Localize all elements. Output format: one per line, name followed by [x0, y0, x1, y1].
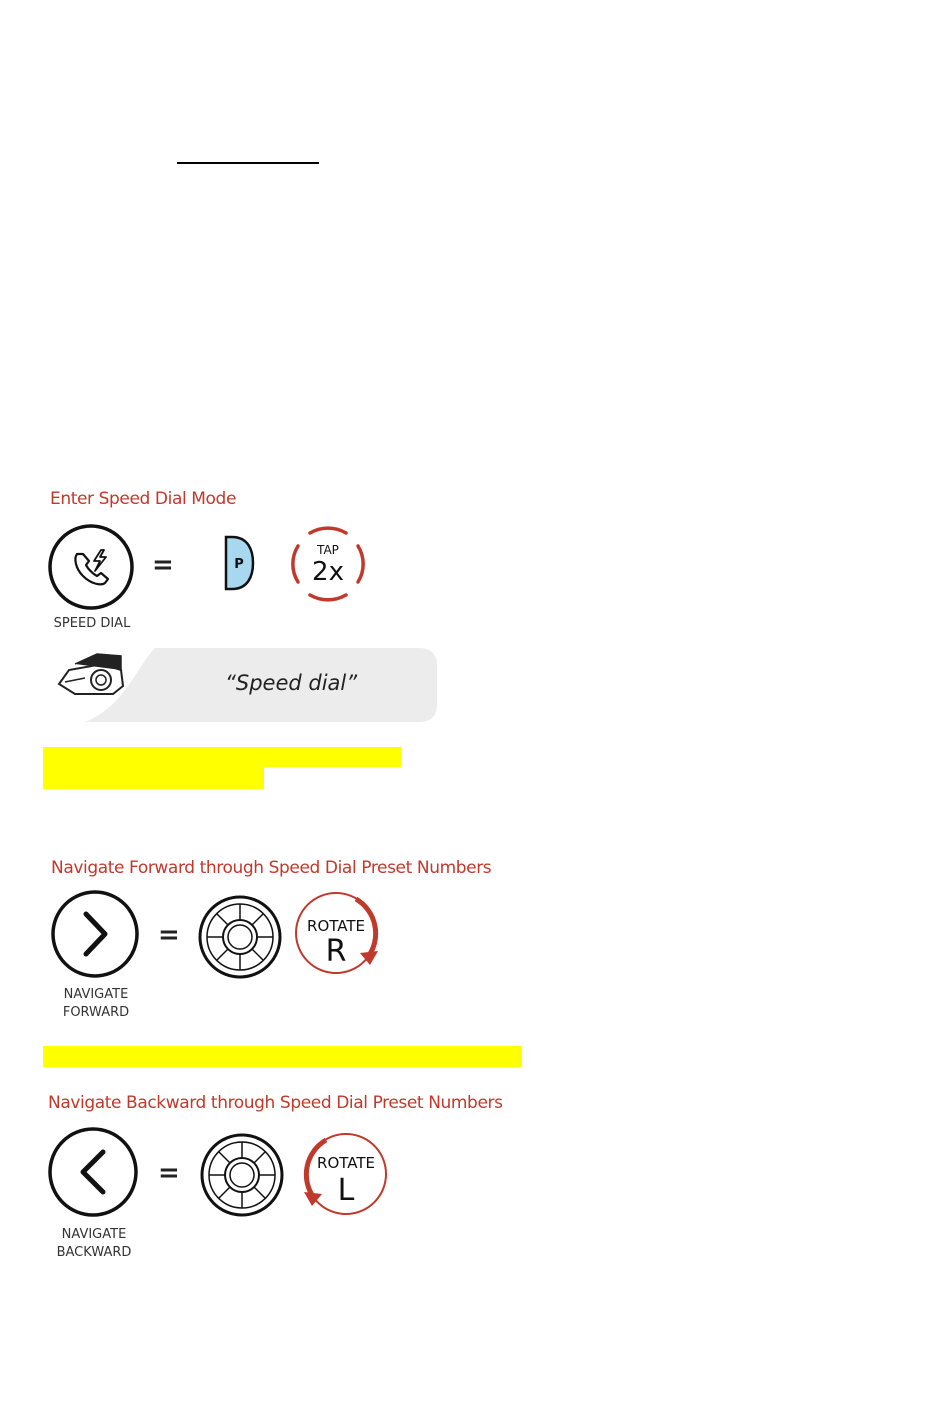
headset-device-icon: [59, 654, 123, 694]
equals-sign: =: [152, 550, 174, 580]
equals-sign: =: [158, 1158, 180, 1188]
jog-dial-icon: [198, 1131, 286, 1219]
navigate-backward-caption: [40, 1226, 148, 1262]
rotate-label: ROTATE: [317, 1154, 375, 1172]
rotate-left-icon: [296, 1128, 390, 1220]
navigate-forward-caption: [42, 986, 150, 1022]
p-button-icon: [222, 534, 258, 592]
speed-dial-caption: SPEED DIAL: [53, 616, 131, 631]
rotate-right-icon: [292, 887, 384, 979]
highlight-bar: [43, 1046, 522, 1067]
caption-line: NAVIGATE: [63, 987, 129, 1002]
highlight-bar: [43, 767, 264, 789]
caption-line: BACKWARD: [56, 1245, 132, 1260]
highlight-bar: [43, 747, 401, 767]
navigate-forward-title: Navigate Forward through Speed Dial Preset Numbers: [51, 858, 492, 878]
equals-sign: =: [158, 920, 180, 950]
chevron-right-icon: [49, 888, 143, 982]
jog-dial-icon: [196, 893, 284, 981]
underline-rule: [177, 162, 319, 164]
rotate-label: ROTATE: [307, 917, 365, 935]
voice-command-text: “Speed dial”: [225, 671, 358, 695]
tap-count: 2x: [312, 557, 344, 587]
rotate-direction: R: [325, 934, 347, 969]
speed-dial-phone-icon: [47, 524, 137, 614]
p-button-label: P: [234, 557, 244, 572]
enter-speed-dial-title: Enter Speed Dial Mode: [50, 489, 237, 509]
caption-line: NAVIGATE: [61, 1227, 127, 1242]
chevron-left-icon: [45, 1125, 141, 1221]
tap-label: TAP: [317, 543, 339, 557]
caption-line: FORWARD: [62, 1005, 130, 1020]
rotate-direction: L: [337, 1173, 355, 1208]
tap-2x-icon: [286, 524, 370, 604]
navigate-backward-title: Navigate Backward through Speed Dial Preset Numbers: [48, 1093, 503, 1113]
